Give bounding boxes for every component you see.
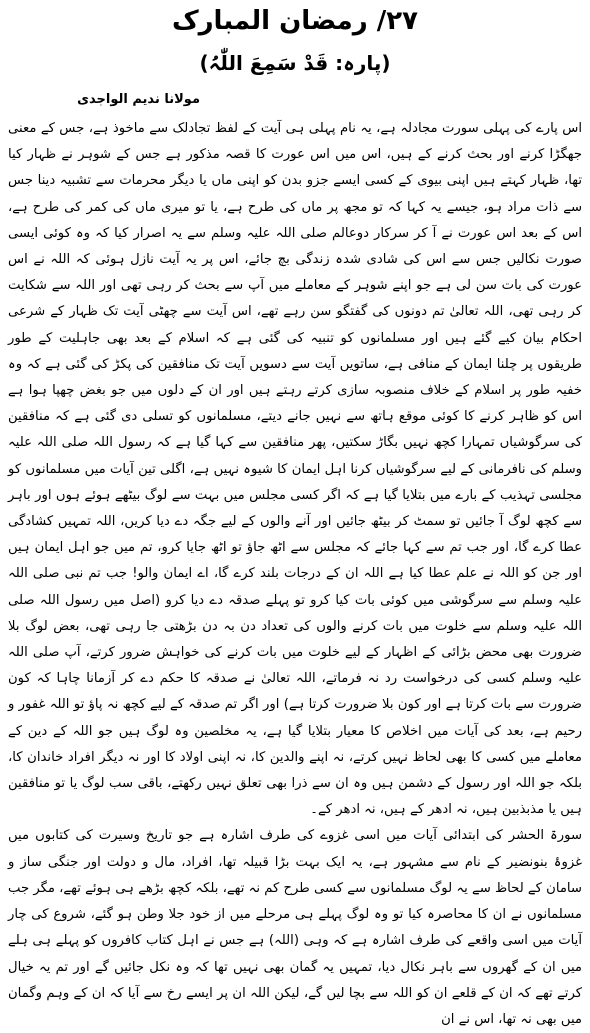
- author-name: مولانا ندیم الواجدی: [77, 92, 200, 107]
- page-subtitle: (پارہ: قَدْ سَمِعَ اللّٰہُ): [199, 51, 391, 75]
- paragraph: اس پارے کی پہلی سورت مجادلہ ہے، یہ نام پہلی ہی آیت کے لفظ تجادلک سے ماخوذ ہے، جس کے معنی جھگڑا کرنے اور بحث کرنے کے ہیں، اس میں اس عورت کا قصہ مذکور ہے جس کے شوہر نے ظہار کیا تھا، ظہار کہتے ہیں اپنی بیوی کے کسی ایسے جزو بدن کو اپنی ماں یا دیگر محرمات سے تشبیہ دینا جس سے ذات مراد ہو، جیسے یہ کہا کہ تو مجھ پر ماں کی طرح ہے، یا تو میری ماں کی کمر کی طرح ہے، اس کے بعد اس عورت نے آ کر سرکار دوعالم صلی اللہ علیہ وسلم سے یہ اصرار کیا کہ وہ کوئی ایسی صورت نکالیں جس سے اس کی شادی شدہ زندگی بچ جائے، اس پر یہ آیت نازل ہوئی کہ اللہ نے اس عورت کی بات سن لی ہے جو اپنے شوہر کے معاملے میں آپ سے بحث کر رہی تھی اور اللہ سے شکایت کر رہی تھی، اللہ تعالیٰ تم دونوں کی گفتگو سن رہے تھے، اس آیت سے چھٹی آیت تک ظہار کے شرعی احکام بیان کیے گئے ہیں اور مسلمانوں کو تنبیہ کی گئی ہے کہ اسلام کے بعد بھی جاہلیت کے طور طریقوں پر چلنا ایمان کے منافی ہے، ساتویں آیت سے دسویں آیت تک منافقین کی پکڑ کی گئی ہے کہ وہ خفیہ طور پر اسلام کے خلاف منصوبہ سازی کرتے رہتے ہیں اور ان کے دلوں میں جو بغض چھپا ہوا ہے اس کو ظاہر کرنے کا کوئی موقع ہاتھ سے نہیں جانے دیتے، مسلمانوں کو تسلی دی گئی ہے کہ منافقین کی سرگوشیاں تمہارا کچھ نہیں بگاڑ سکتیں، پھر منافقین سے کہا گیا ہے کہ رسول اللہ صلی اللہ علیہ وسلم کی نافرمانی کے لیے سرگوشیاں کرنا اہل ایمان کا شیوہ نہیں ہے، اگلی تین آیات میں مسلمانوں کو مجلسی تہذیب کے بارے میں بتلایا گیا ہے کہ اگر کسی مجلس میں بہت سے لوگ بیٹھے ہوئے ہوں اور باہر سے کچھ لوگ آ جائیں تو سمٹ کر بیٹھ جائیں اور آنے والوں کے لیے جگہ دے دیا کریں، اللہ تمہیں کشادگی عطا کرے گا، اور جب تم سے کہا جائے کہ مجلس سے اٹھ جاؤ تو اٹھ جایا کرو، تم میں جو اہل ایمان ہیں اور جن کو اللہ نے علم عطا کیا ہے اللہ ان کے درجات بلند کرے گا، اے ایمان والو! جب تم نبی صلی اللہ علیہ وسلم سے سرگوشی میں کوئی بات کیا کرو تو پہلے صدقہ دے دیا کرو (اصل میں رسول اللہ صلی اللہ علیہ وسلم سے خلوت میں بات کرنے والوں کی تعداد دن بہ دن بڑھتی جا رہی تھی، بعض لوگ بلا ضرورت بھی محض بڑائی کے اظہار کے لیے خلوت میں بات کرنے کی خواہش ضرور کرتے، آپ صلی اللہ علیہ وسلم کسی کی درخواست رد نہ فرماتے، اللہ تعالیٰ نے صدقہ کا حکم دے کر آزمانا چاہا کہ کون ضرورت سے بات کرتا ہے اور کون بلا ضرورت کرتا ہے) اور اگر تم صدقہ کے لیے کچھ نہ پاؤ تو اللہ غفور و رحیم ہے، بعد کی آیات میں اخلاص کا معیار بتلایا گیا ہے، یہ مخلصین وہ لوگ ہیں جو اللہ کے دین کے معاملے میں کسی کا بھی لحاظ نہیں کرتے، نہ اپنے والدین کا، نہ اپنی اولاد کا اور نہ دیگر افراد خاندان کا، بلکہ جو اللہ اور رسول کے دشمن ہیں وہ ان سے ذرا بھی تعلق نہیں رکھتے، باقی سب لوگ یا تو منافقین ہیں یا مذبذبین ہیں، نہ ادھر کے ہیں، نہ ادھر کے۔: [8, 121, 582, 818]
- article-body: [8, 116, 582, 1027]
- paragraph: سورۃ الحشر کی ابتدائی آیات میں اسی غزوے کی طرف اشارہ ہے جو تاریخ وسیرت کی کتابوں میں غزوۂ بنونضیر کے نام سے مشہور ہے، یہ ایک بہت بڑا قبیلہ تھا، افراد، مال و دولت اور جنگی ساز و سامان کے لحاظ سے یہ لوگ مسلمانوں سے کسی طرح کم نہ تھے، بلکہ کچھ بڑھے ہی ہوئے تھے، مگر جب مسلمانوں نے ان کا محاصرہ کیا تو وہ لوگ پہلے ہی مرحلے میں از خود جلا وطن ہو گئے، شروع کی چار آیات میں اسی واقعے کی طرف اشارہ ہے کہ وہی (اللہ) ہے جس نے اہل کتاب کافروں کو پہلے ہی ہلے میں ان کے گھروں سے باہر نکال دیا، تمہیں یہ گمان بھی نہیں تھا کہ وہ نکل جائیں گے اور تم یہ خیال کرتے تھے کہ ان کے قلعے ان کو اللہ سے بچا لیں گے، لیکن اللہ ان پر ایسے رخ سے آیا کہ ان کے وہم وگمان میں بھی نہ تھا، اس نے ان: [8, 828, 582, 1027]
- page-title: ۲۷/ رمضان المبارک: [171, 6, 419, 36]
